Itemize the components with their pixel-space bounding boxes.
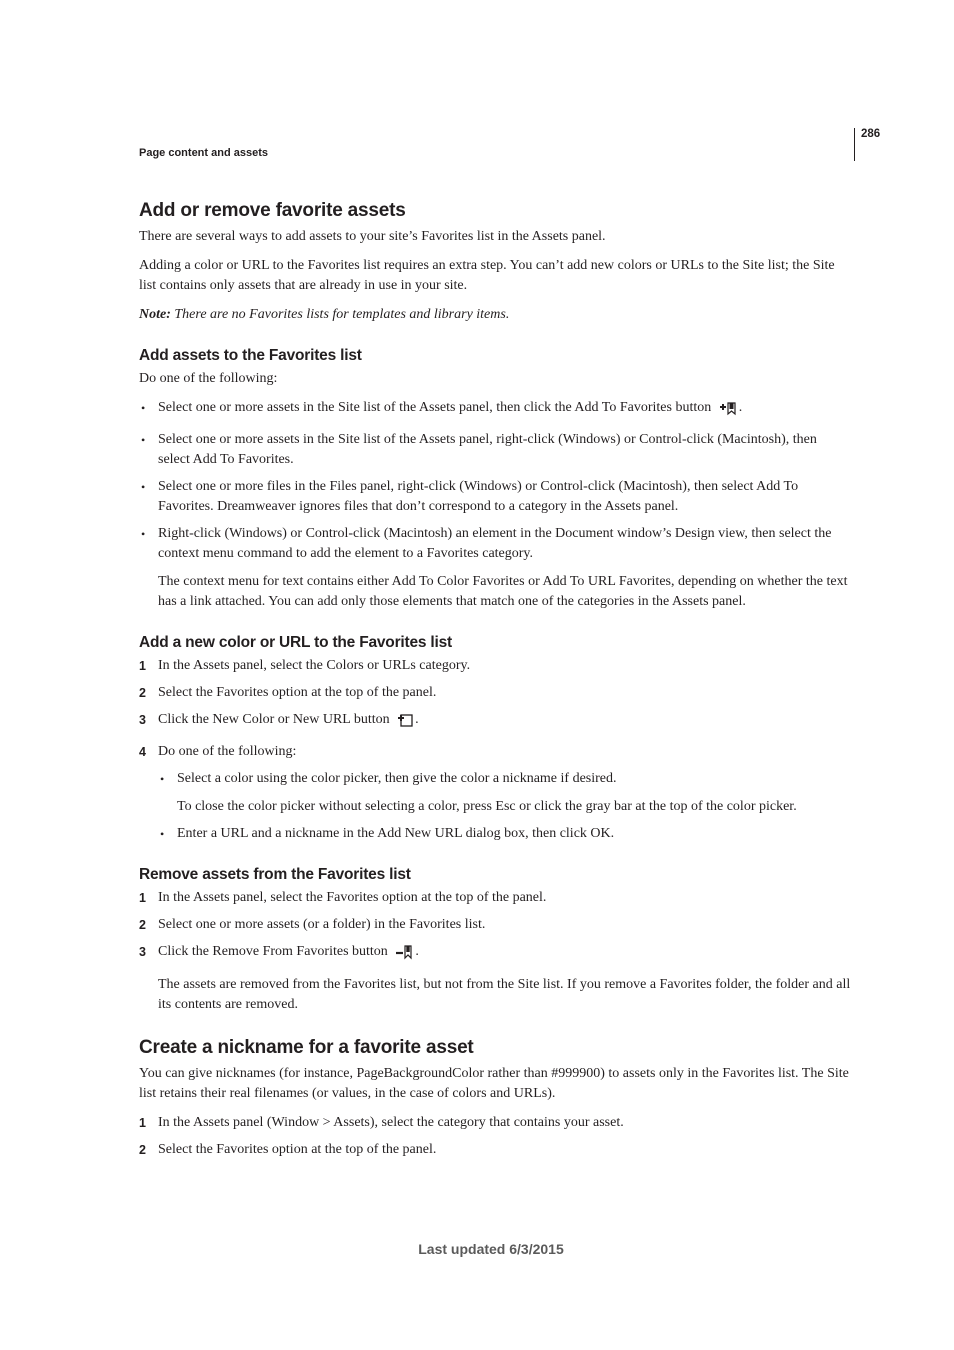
list-item: • Select a color using the color picker, then give the color a nickname if desired. To close the color picker without selecting a color, press Esc or click the gray bar at the top of the color picker.: [158, 769, 851, 817]
step-number: 1: [139, 1116, 146, 1130]
step-number: 2: [139, 686, 146, 700]
subsection-title-add-new: Add a new color or URL to the Favorites list: [139, 634, 453, 651]
step-number: 1: [139, 659, 146, 673]
list-item-continuation: To close the color picker without selecting a color, press Esc or click the gray bar at the top of the color picker.: [177, 799, 797, 814]
note-text: There are no Favorites lists for templates and library items.: [170, 307, 510, 322]
list-item: • Select one or more assets in the Site list of the Assets panel, right-click (Windows) or Control-click (Macintosh), then select Add To Favorites.: [139, 430, 851, 470]
step: 1 In the Assets panel, select the Colors or URLs category.: [139, 656, 851, 676]
footer-last-updated: Last updated 6/3/2015: [418, 1241, 564, 1257]
paragraph: There are several ways to add assets to your site’s Favorites list in the Assets panel.: [139, 229, 606, 244]
list-item-continuation: The context menu for text contains either Add To Color Favorites or Add To URL Favorites, depending on whether the text has a link attached. You can add only those elements that match one of the categories in the Assets panel.: [158, 574, 848, 609]
numbered-list: [139, 656, 851, 844]
step: 2 Select the Favorites option at the top of the panel.: [139, 1140, 851, 1160]
list-item: • Select one or more assets in the Site list of the Assets panel, then click the Add To Favorites button .: [139, 398, 851, 423]
paragraph: Adding a color or URL to the Favorites list requires an extra step. You can’t add new colors or URLs to the Site list; the Site list contains only assets that are already in use in your site.: [139, 258, 835, 293]
step-number: 3: [139, 713, 146, 727]
step: 1 In the Assets panel (Window > Assets), select the category that contains your asset.: [139, 1113, 851, 1133]
step: 2 Select one or more assets (or a folder) in the Favorites list.: [139, 915, 851, 935]
remove-from-favorites-icon: [395, 944, 415, 967]
header-rule: [854, 128, 855, 161]
section-title-nickname: Create a nickname for a favorite asset: [139, 1037, 474, 1058]
section-title-favorite-assets: Add or remove favorite assets: [139, 200, 406, 221]
step-continuation: The assets are removed from the Favorites list, but not from the Site list. If you remove a Favorites folder, the folder and all its contents are removed.: [158, 977, 851, 1012]
step-number: 2: [139, 1143, 146, 1157]
step-number: 2: [139, 918, 146, 932]
note-label: Note:: [139, 307, 171, 322]
step-number: 1: [139, 891, 146, 905]
step: 4 Do one of the following: • Select a color using the color picker, then give the color a nickname if desired. To close the color picker without selecting a color, press Esc or click the gray bar at the top of the color picker. • Enter a URL and a nickname in the Add New URL dialog box, then click OK.: [139, 742, 851, 844]
subsection-title-remove: Remove assets from the Favorites list: [139, 866, 411, 883]
numbered-list: [139, 1113, 851, 1160]
paragraph: You can give nicknames (for instance, PageBackgroundColor rather than #999900) to assets only in the Favorites list. The Site list retains their real filenames (or values, in the case of colors and URLs).: [139, 1066, 849, 1101]
running-head: Page content and assets: [139, 147, 268, 159]
step: 3 Click the Remove From Favorites button . The assets are removed from the Favorites list, but not from the Site list. If you remove a Favorites folder, the folder and all its contents are removed.: [139, 942, 851, 1015]
list-item: • Right-click (Windows) or Control-click (Macintosh) an element in the Document window’s Design view, then select the context menu command to add the element to a Favorites category. The context menu for text contains either Add To Color Favorites or Add To URL Favorites, depending on whether the text has a link attached. You can add only those elements that match one of the categories in the Assets panel.: [139, 524, 851, 612]
paragraph: Do one of the following:: [139, 371, 278, 386]
note: [139, 305, 851, 325]
step: 2 Select the Favorites option at the top of the panel.: [139, 683, 851, 703]
numbered-list: [139, 888, 851, 1015]
subsection-title-add-assets: Add assets to the Favorites list: [139, 347, 362, 364]
new-color-url-icon: [397, 712, 415, 735]
step: 1 In the Assets panel, select the Favorites option at the top of the panel.: [139, 888, 851, 908]
page-number: 286: [861, 128, 881, 140]
bullet-list: [158, 769, 851, 844]
page-content: [139, 200, 851, 1167]
add-to-favorites-icon: [719, 400, 739, 423]
bullet-list: [139, 398, 851, 612]
list-item: • Select one or more files in the Files panel, right-click (Windows) or Control-click (Macintosh), then select Add To Favorites. Dreamweaver ignores files that don’t correspond to a category in the Assets panel.: [139, 477, 851, 517]
step-number: 3: [139, 945, 146, 959]
list-item: • Enter a URL and a nickname in the Add New URL dialog box, then click OK.: [158, 824, 851, 844]
step: 3 Click the New Color or New URL button .: [139, 710, 851, 735]
step-number: 4: [139, 745, 146, 759]
